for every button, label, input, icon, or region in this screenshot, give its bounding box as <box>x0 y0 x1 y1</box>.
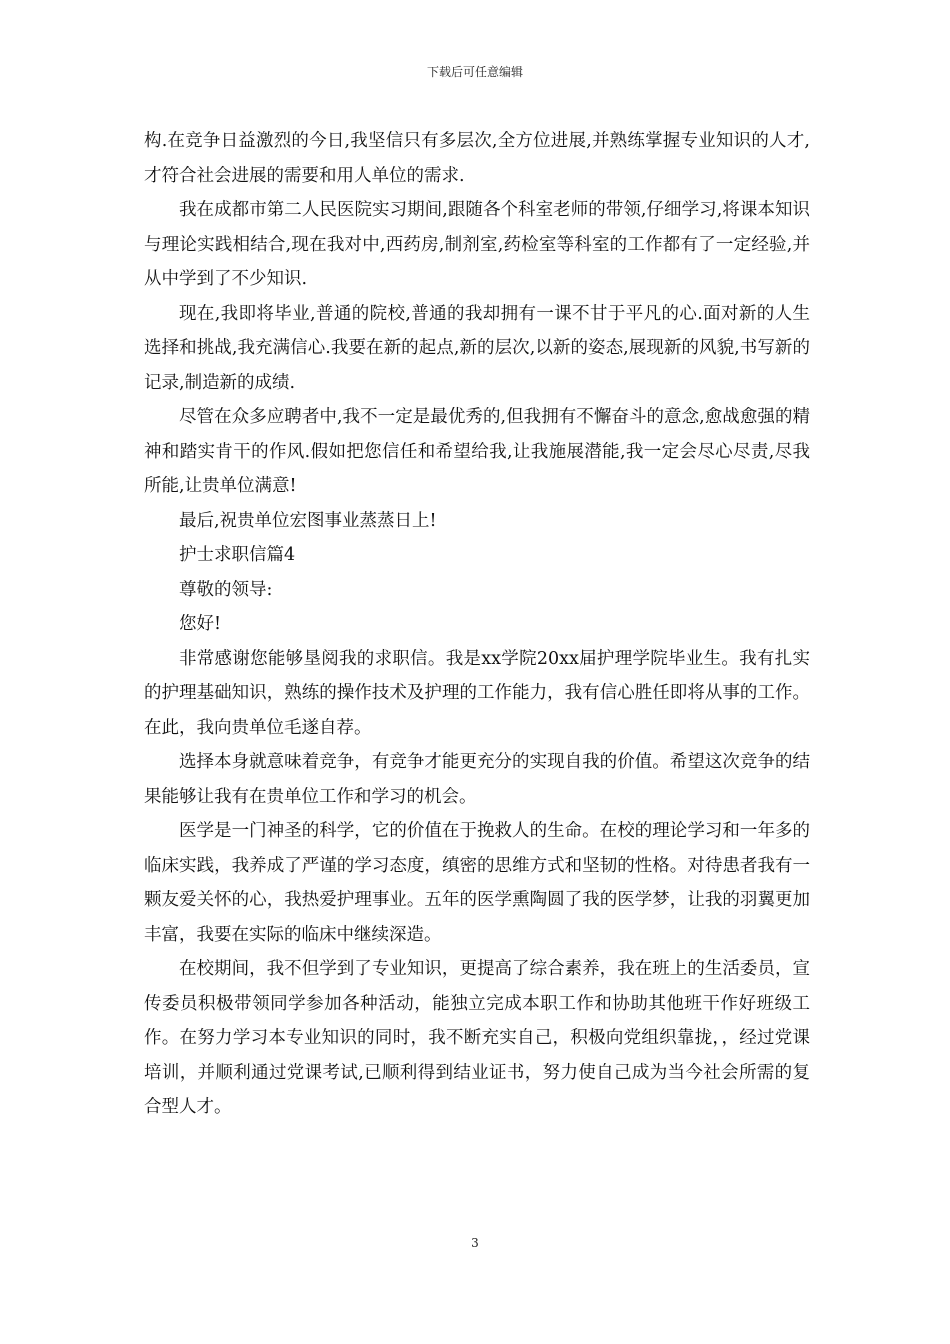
paragraph: 最后,祝贵单位宏图事业蒸蒸日上! <box>179 510 437 531</box>
paragraph: 在校期间，我不但学到了专业知识，更提高了综合素养，我在班上的生活委员，宣传委员积极带领同学参加各种活动，能独立完成本职工作和协助其他班干作好班级工作。在努力学习本专业知识的同时，我不断充实自己，积极向党组织靠拢，，经过党课培训，并顺利通过党课考试,已顺利得到结业证书，努力使自己成为当今社会所需的复合型人才。 <box>144 959 810 1117</box>
greeting: 您好! <box>179 614 222 634</box>
paragraph: 我在成都市第二人民医院实习期间,跟随各个科室老师的带领,仔细学习,将课本知识与理论实践相结合,现在我对中,西药房,制剂室,药检室等科室的工作都有了一定经验,并从中学到了不少知识. <box>144 200 810 289</box>
paragraph: 医学是一门神圣的科学，它的价值在于挽救人的生命。在校的理论学习和一年多的临床实践，我养成了严谨的学习态度，缜密的思维方式和坚韧的性格。对待患者我有一颗友爱关怀的心，我热爱护理事业。五年的医学熏陶圆了我的医学梦，让我的羽翼更加丰富，我要在实际的临床中继续深造。 <box>144 821 810 945</box>
paragraph: 现在,我即将毕业,普通的院校,普通的我却拥有一课不甘于平凡的心.面对新的人生选择和挑战,我充满信心.我要在新的起点,新的层次,以新的姿态,展现新的风貌,书写新的记录,制造新的成绩. <box>144 303 810 393</box>
section-heading: 护士求职信篇4 <box>179 545 296 565</box>
paragraph: 尽管在众多应聘者中,我不一定是最优秀的,但我拥有不懈奋斗的意念,愈战愈强的精神和踏实肯干的作风.假如把您信任和希望给我,让我施展潜能,我一定会尽心尽责,尽我所能,让贵单位满意! <box>144 407 810 496</box>
paragraph: 非常感谢您能够垦阅我的求职信。我是xx学院20xx届护理学院毕业生。我有扎实的护理基础知识，熟练的操作技术及护理的工作能力，我有信心胜任即将从事的工作。在此，我向贵单位毛遂自荐。 <box>144 648 810 738</box>
salutation: 尊敬的领导: <box>179 579 273 600</box>
paragraph: 构.在竞争日益激烈的今日,我坚信只有多层次,全方位进展,并熟练掌握专业知识的人才,才符合社会进展的需要和用人单位的需求. <box>144 131 810 186</box>
paragraph: 选择本身就意味着竞争，有竞争才能更充分的实现自我的价值。希望这次竞争的结果能够让我有在贵单位工作和学习的机会。 <box>144 752 810 807</box>
page-number: 3 <box>471 1236 479 1250</box>
page-header: 下载后可任意编辑 <box>426 65 523 79</box>
document-body <box>144 124 810 1125</box>
